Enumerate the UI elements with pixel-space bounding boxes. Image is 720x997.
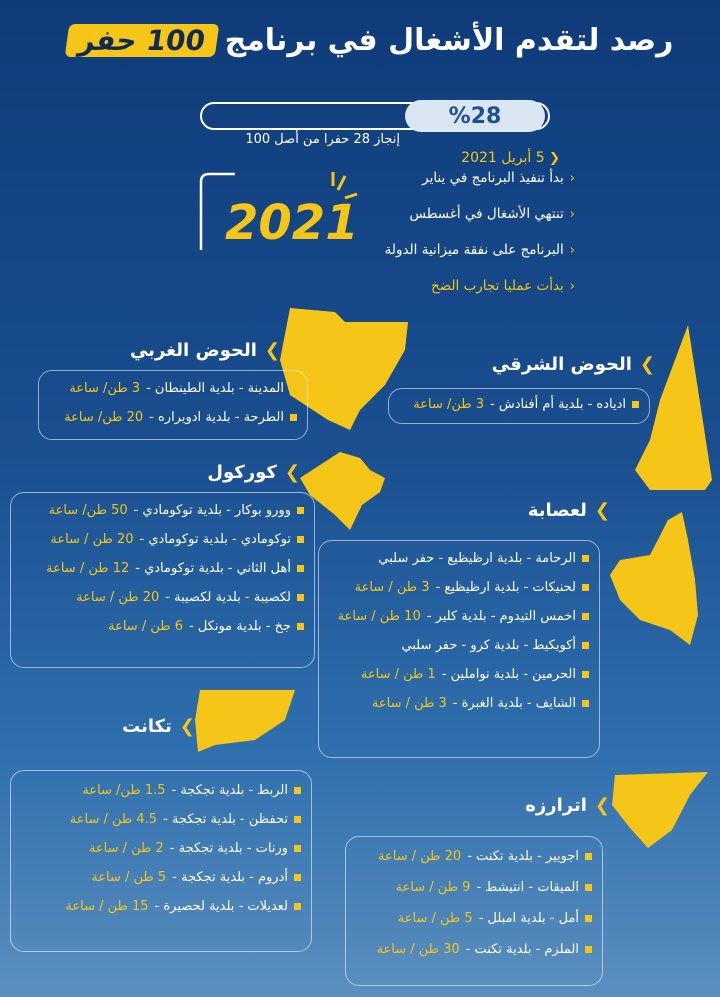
section-gorgol-box xyxy=(10,492,315,668)
bullet-square-icon xyxy=(582,555,589,562)
map-tagant-icon xyxy=(195,690,295,752)
chevron-left-icon: ‹ xyxy=(569,206,575,222)
list-item xyxy=(21,590,304,605)
row-text: جخ - بلدية مونكل - xyxy=(189,619,291,634)
chevron-left-icon: ❯ xyxy=(594,500,610,521)
list-item xyxy=(49,381,297,396)
title-badge: 100 حفر xyxy=(64,24,219,57)
section-assaba-title xyxy=(510,500,610,521)
bullet-square-icon xyxy=(294,787,301,794)
bullet-square-icon xyxy=(294,845,301,852)
row-text: اخمس التيدوم - بلدية كلير - xyxy=(426,609,576,624)
section-trarza-title xyxy=(520,795,610,816)
row-text: أكويكيط - بلدية كرو - حفر سلبي xyxy=(401,638,576,653)
list-item xyxy=(329,609,589,624)
bullet-square-icon xyxy=(290,385,297,392)
bullet-square-icon xyxy=(582,671,589,678)
section-title-text: الحوض الشرقي xyxy=(491,354,632,375)
row-value: 1 طن / ساعة xyxy=(360,667,436,682)
section-west-box xyxy=(38,370,308,440)
section-east-title xyxy=(470,354,655,375)
bullet-square-icon xyxy=(297,507,304,514)
list-item xyxy=(21,532,304,547)
chevron-left-icon: ‹ xyxy=(569,278,575,294)
row-value: 20 طن / ساعة xyxy=(50,532,134,547)
list-item xyxy=(21,841,301,856)
title-main: رصد لتقدم الأشغال في برنامج xyxy=(224,22,674,58)
bullet-square-icon xyxy=(297,594,304,601)
row-text: ادياده - بلدية أم أفنادش - xyxy=(490,397,626,412)
bullet-square-icon xyxy=(294,874,301,881)
row-value: 30 طن / ساعة xyxy=(376,942,460,957)
row-text: لحنيكات - بلدية ارظيظيع - xyxy=(435,580,576,595)
list-item xyxy=(21,870,301,885)
chevron-left-icon: ❯ xyxy=(179,716,195,737)
list-item xyxy=(329,667,589,682)
row-value: 3 طن/ ساعة xyxy=(413,397,484,412)
section-trarza-box xyxy=(345,836,603,986)
chevron-left-icon: ❯ xyxy=(264,340,280,361)
row-text: ورنات - بلدية تجكجة - xyxy=(169,841,288,856)
list-item xyxy=(329,696,589,711)
row-value: 50 طن/ ساعة xyxy=(48,503,128,518)
chevron-left-icon: ❯ xyxy=(594,795,610,816)
progress-percent: %28 xyxy=(405,100,545,132)
bullet-square-icon xyxy=(297,623,304,630)
row-text: الربط - بلدية تجكجة - xyxy=(171,783,288,798)
progress-caption: إنجاز 28 حفرا من أصل 100 xyxy=(245,132,400,147)
row-value: 5 طن / ساعة xyxy=(91,870,167,885)
bullet-text: بدأ تنفيذ البرنامج في يناير xyxy=(422,170,564,186)
row-value: 3 طن/ ساعة xyxy=(69,381,141,396)
bullet-square-icon xyxy=(582,642,589,649)
section-title-text: الحوض الغربي xyxy=(129,340,257,361)
bullet-square-icon xyxy=(297,536,304,543)
row-value: 6 طن / ساعة xyxy=(108,619,183,634)
row-text: أهل الثاني - بلدية توكومادي - xyxy=(135,561,291,576)
row-text: لعديلات - بلدية لحصيرة - xyxy=(154,899,288,914)
section-tagant-title xyxy=(100,716,195,737)
bullet-square-icon xyxy=(294,816,301,823)
section-title-text: كوركول xyxy=(207,462,277,483)
section-title-text: لعصابة xyxy=(527,500,587,521)
bullet-square-icon xyxy=(585,915,592,922)
list-item xyxy=(21,619,304,634)
map-assaba-icon xyxy=(610,512,698,645)
list-item xyxy=(21,812,301,827)
row-text: توكومادي - بلدية توكومادي - xyxy=(139,532,291,547)
row-value: 5 طن / ساعة xyxy=(397,911,473,926)
row-text: الطرحة - بلدية ادويراره - xyxy=(149,410,284,425)
row-text: المدينة - بلدية الطينطان - xyxy=(146,381,284,396)
row-value: 10 طن / ساعة xyxy=(337,609,421,624)
list-item xyxy=(356,849,592,864)
chevron-left-icon: ❯ xyxy=(284,462,300,483)
row-text: تحفظن - بلدية تجكجة - xyxy=(163,812,288,827)
section-title-text: تكانت xyxy=(122,716,172,737)
section-west-title xyxy=(120,340,280,361)
row-value: 1.5 طن/ ساعة xyxy=(82,783,166,798)
bullet-text: البرنامج على نفقة ميزانية الدولة xyxy=(384,242,564,258)
bullet-square-icon xyxy=(290,414,297,421)
date-text: 5 أبريل 2021 xyxy=(461,150,545,166)
bullet-square-icon xyxy=(632,401,639,408)
row-value: 20 طن / ساعة xyxy=(76,590,160,605)
list-item xyxy=(356,942,592,957)
row-value: 9 طن / ساعة xyxy=(395,880,471,895)
list-item xyxy=(399,397,639,412)
row-text: أدروم - بلدية تجكجة - xyxy=(172,870,288,885)
row-text: الرحامة - بلدية ارظيظيع - حفر سلبي xyxy=(378,551,576,566)
list-item xyxy=(49,410,297,425)
chevron-left-icon: ❮ xyxy=(549,151,560,166)
row-value: 20 طن/ ساعة xyxy=(64,410,144,425)
bullet-square-icon xyxy=(582,700,589,707)
row-value: 20 طن / ساعة xyxy=(378,849,462,864)
row-text: الملزم - بلدية تكنت - xyxy=(465,942,579,957)
row-text: لكصيبة - بلدية لكصيبة - xyxy=(165,590,291,605)
list-item xyxy=(356,880,592,895)
bullet-text: بدأت عمليا تجارب الضخ xyxy=(431,278,564,294)
list-item xyxy=(21,561,304,576)
bullet-square-icon xyxy=(294,903,301,910)
bullet-square-icon xyxy=(585,853,592,860)
bullet-square-icon xyxy=(582,613,589,620)
row-text: الحرمين - بلدية نواملين - xyxy=(441,667,576,682)
list-item xyxy=(21,899,301,914)
chevron-left-icon: ❯ xyxy=(639,354,655,375)
row-text: الميقات - انتيشط - xyxy=(476,880,579,895)
list-item xyxy=(21,783,301,798)
bullet-square-icon xyxy=(585,946,592,953)
chevron-left-icon: ‹ xyxy=(569,170,575,186)
row-value: 3 طن / ساعة xyxy=(371,696,447,711)
bullet-square-icon xyxy=(582,584,589,591)
section-title-text: اترارزه xyxy=(525,795,587,816)
bullet-square-icon xyxy=(585,884,592,891)
list-item xyxy=(329,580,589,595)
section-tagant-box xyxy=(10,770,312,952)
row-value: 3 طن / ساعة xyxy=(354,580,430,595)
row-value: 15 طن / ساعة xyxy=(65,899,149,914)
year-big: 2021 xyxy=(225,195,359,251)
row-value: 12 طن / ساعة xyxy=(46,561,130,576)
bullet-square-icon xyxy=(297,565,304,572)
section-gorgol-title xyxy=(180,462,300,483)
list-item xyxy=(356,911,592,926)
row-text: وورو بوكار - بلدية توكومادي - xyxy=(133,503,291,518)
bullet-text: تنتهي الأشغال في أغسطس xyxy=(409,206,564,222)
row-text: اجويير - بلدية تكنت - xyxy=(467,849,579,864)
row-value: 4.5 طن / ساعة xyxy=(69,812,158,827)
section-east-box xyxy=(388,388,650,424)
list-item xyxy=(329,638,589,653)
chevron-left-icon: ‹ xyxy=(569,242,575,258)
list-item xyxy=(21,503,304,518)
row-value: 2 طن / ساعة xyxy=(88,841,164,856)
row-text: أمل - بلدية امبلل - xyxy=(478,911,579,926)
section-assaba-box xyxy=(318,540,600,758)
map-trarza-icon xyxy=(612,772,708,848)
list-item xyxy=(329,551,589,566)
row-text: الشايف - بلدية الغبرة - xyxy=(452,696,576,711)
